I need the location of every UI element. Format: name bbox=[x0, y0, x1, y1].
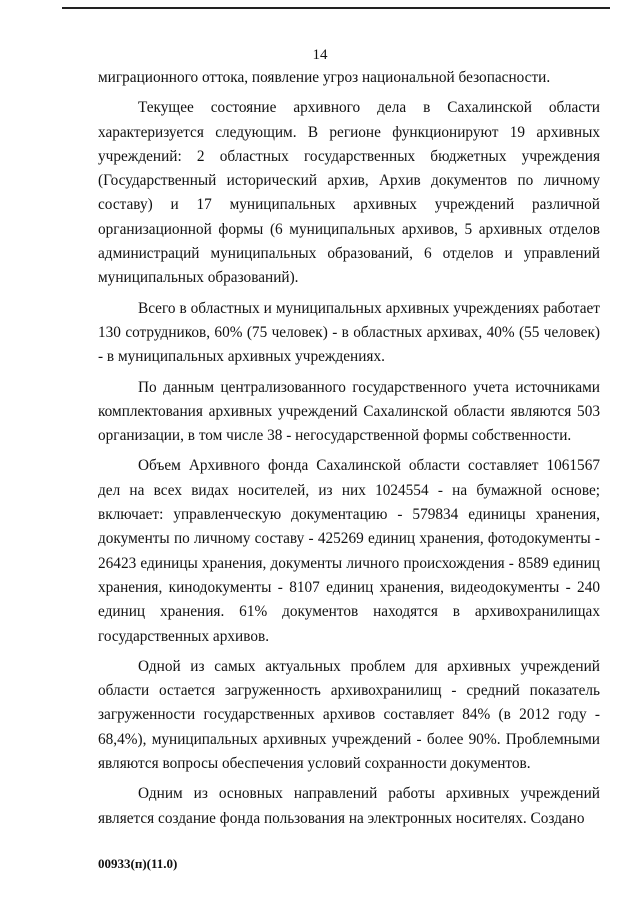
top-rule bbox=[62, 7, 610, 9]
paragraph-fund-volume: Объем Архивного фонда Сахалинской области составляет 1061567 дел на всех видах носителей, из них 1024554 - на бумажной основе; включает: управленческую документацию - 579834 единицы хранения, документы по личному составу - 425269 единиц хранения, фотодокументы - 26423 единицы хранения, документы личного происхождения - 8589 единиц хранения, кинодокументы - 8107 единиц хранения, видеодокументы - 240 единиц хранения. 61% документов находятся в архивохранилищах государственных архивов. bbox=[98, 457, 600, 645]
document-body bbox=[98, 66, 600, 831]
paragraph-staff: Всего в областных и муниципальных архивных учреждениях работает 130 сотрудников, 60% (75 человек) - в областных архивах, 40% (55 человек) - в муниципальных архивных учреждениях. bbox=[98, 299, 600, 366]
paragraph-storage-problems: Одной из самых актуальных проблем для архивных учреждений области остается загруженность архивохранилищ - средний показатель загруженности государственных архивов составляет 84% (в 2012 году - 68,4%), муниципальных архивных учреждений - более 90%. Проблемными являются вопросы обеспечения условий сохранности документов. bbox=[98, 657, 600, 773]
paragraph-electronic-fund: Одним из основных направлений работы архивных учреждений является создание фонда пользования на электронных носителях. Создано bbox=[98, 785, 600, 827]
paragraph-archive-state: Текущее состояние архивного дела в Сахалинской области характеризуется следующим. В регионе функционируют 19 архивных учреждений: 2 областных государственных бюджетных учреждения (Государственный исторический архив, Архив документов по личному составу) и 17 муниципальных архивных учреждений различной организационной формы (6 муниципальных архивов, 5 архивных отделов администраций муниципальных образований, 6 отделов и управлений муниципальных образований). bbox=[98, 99, 600, 287]
paragraph-continuation: миграционного оттока, появление угроз национальной безопасности. bbox=[98, 69, 551, 86]
page-number: 14 bbox=[312, 47, 328, 63]
paragraph-sources: По данным централизованного государственного учета источниками комплектования архивных учреждений Сахалинской области являются 503 организации, в том числе 38 - негосударственной формы собственности. bbox=[98, 378, 600, 445]
footer-document-code: 00933(п)(11.0) bbox=[98, 856, 178, 871]
